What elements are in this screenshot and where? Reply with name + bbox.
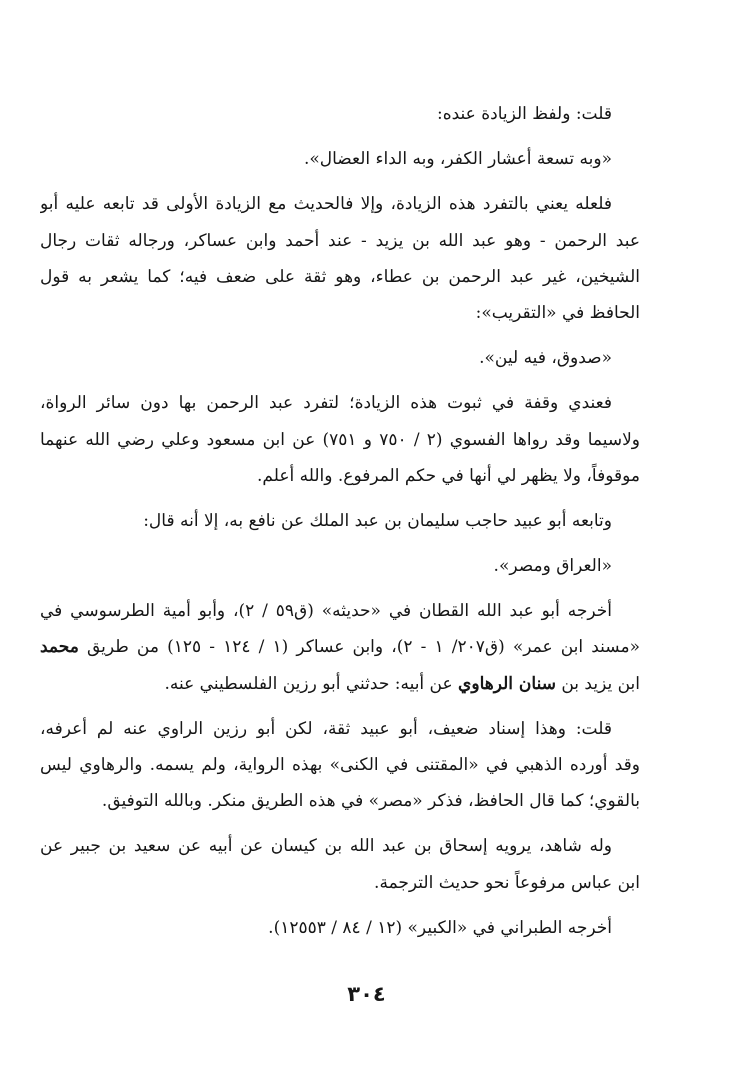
- text-segment: ولاسيما وقد رواها الفسوي (٢ / ٧٥٠ و ٧٥١) عن ابن مسعود وعلي رضي الله عنهما: [40, 429, 640, 450]
- page-number: ٣٠٤: [347, 982, 386, 1006]
- text-line: [40, 385, 640, 421]
- paragraph-gap: [40, 539, 640, 548]
- text-segment: «العراق ومصر».: [493, 556, 612, 577]
- text-segment: عن أبيه: حدثني أبو رزين الفلسطيني عنه.: [164, 673, 459, 694]
- text-segment: وقد أورده الذهبي في «المقتنى في الكنى» بهذه الرواية، ولم يسمه. والرهاوي ليس: [40, 755, 640, 775]
- text-line: [40, 295, 640, 331]
- paragraph: [40, 548, 640, 584]
- text-line: [40, 593, 640, 629]
- text-segment: ابن يزيد بن: [555, 673, 640, 694]
- paragraph-gap: [40, 177, 640, 186]
- paragraph-gap: [40, 494, 640, 503]
- text-line: [40, 186, 640, 222]
- paragraph-gap: [40, 901, 640, 910]
- paragraph: [40, 186, 640, 331]
- paragraph-gap: [40, 331, 640, 340]
- text-segment: وله شاهد، يرويه إسحاق بن عبد الله بن كيسان عن أبيه عن سعيد بن جبير عن: [40, 836, 612, 857]
- text-line: [40, 783, 640, 819]
- text-segment: «صدوق، فيه لين».: [479, 348, 612, 369]
- paragraph: [40, 593, 640, 702]
- text-segment: قلت: وهذا إسناد ضعيف، أبو عبيد ثقة، لكن أبو رزين الراوي عنه لم أعرفه،: [40, 718, 612, 739]
- text-line: [40, 223, 640, 259]
- text-line: [40, 747, 640, 783]
- text-segment: «وبه تسعة أعشار الكفر، وبه الداء العضال».: [303, 149, 612, 170]
- text-line: [40, 458, 640, 494]
- text-segment: الشيخين، غير عبد الرحمن بن عطاء، وهو ثقة على ضعف فيه؛ كما يشعر به قول: [40, 266, 640, 287]
- text-segment: «مسند ابن عمر» (ق٢٠٧/ ١ - ٢)، وابن عساكر (١ / ١٢٤ - ١٢٥) من طريق: [78, 637, 640, 658]
- text-segment: فلعله يعني بالتفرد هذه الزيادة، وإلا فالحديث مع الزيادة الأولى قد تابعه عليه أبو: [40, 194, 612, 215]
- text-line: [40, 865, 640, 901]
- text-segment: بالقوي؛ كما قال الحافظ، فذكر «مصر» في هذه الطريق منكر. وبالله التوفيق.: [101, 791, 640, 812]
- text-segment: قلت: ولفظ الزيادة عنده:: [436, 104, 612, 124]
- text-segment: موقوفاً، ولا يظهر لي أنها في حكم المرفوع. والله أعلم.: [257, 465, 640, 486]
- bold-text: سنان الرهاوي: [458, 673, 556, 694]
- paragraph: [40, 910, 640, 946]
- text-segment: ابن عباس مرفوعاً نحو حديث الترجمة.: [374, 872, 640, 893]
- body-text: [40, 96, 640, 946]
- text-line: [40, 141, 640, 177]
- paragraph: [40, 96, 640, 132]
- text-line: [40, 910, 640, 946]
- paragraph-gap: [40, 376, 640, 385]
- paragraph: [40, 711, 640, 820]
- text-line: [40, 828, 640, 864]
- text-line: [40, 548, 640, 584]
- text-segment: عبد الرحمن - وهو عبد الله بن يزيد - عند أحمد وابن عساكر، ورجاله ثقات رجال: [40, 230, 640, 251]
- text-line: [40, 96, 640, 132]
- paragraph-gap: [40, 819, 640, 828]
- paragraph-gap: [40, 584, 640, 593]
- paragraph: [40, 503, 640, 539]
- text-line: [40, 629, 640, 665]
- bold-text: محمد: [40, 637, 79, 658]
- paragraph: [40, 141, 640, 177]
- paragraph: [40, 340, 640, 376]
- text-segment: وتابعه أبو عبيد حاجب سليمان بن عبد الملك عن نافع به، إلا أنه قال:: [143, 510, 612, 531]
- text-line: [40, 340, 640, 376]
- paragraph: [40, 385, 640, 494]
- text-segment: الحافظ في «التقريب»:: [475, 302, 640, 323]
- paragraph: [40, 828, 640, 900]
- text-line: [40, 422, 640, 458]
- text-segment: أخرجه أبو عبد الله القطان في «حديثه» (ق٥٩ / ٢)، وأبو أمية الطرسوسي في: [40, 601, 612, 622]
- text-line: [40, 666, 640, 702]
- paragraph-gap: [40, 132, 640, 141]
- text-line: [40, 259, 640, 295]
- text-line: [40, 503, 640, 539]
- text-segment: أخرجه الطبراني في «الكبير» (١٢ / ٨٤ / ١٢٥٥٣).: [268, 917, 612, 938]
- text-line: [40, 711, 640, 747]
- text-segment: فعندي وقفة في ثبوت هذه الزيادة؛ لتفرد عبد الرحمن بها دون سائر الرواة،: [40, 393, 612, 414]
- paragraph-gap: [40, 702, 640, 711]
